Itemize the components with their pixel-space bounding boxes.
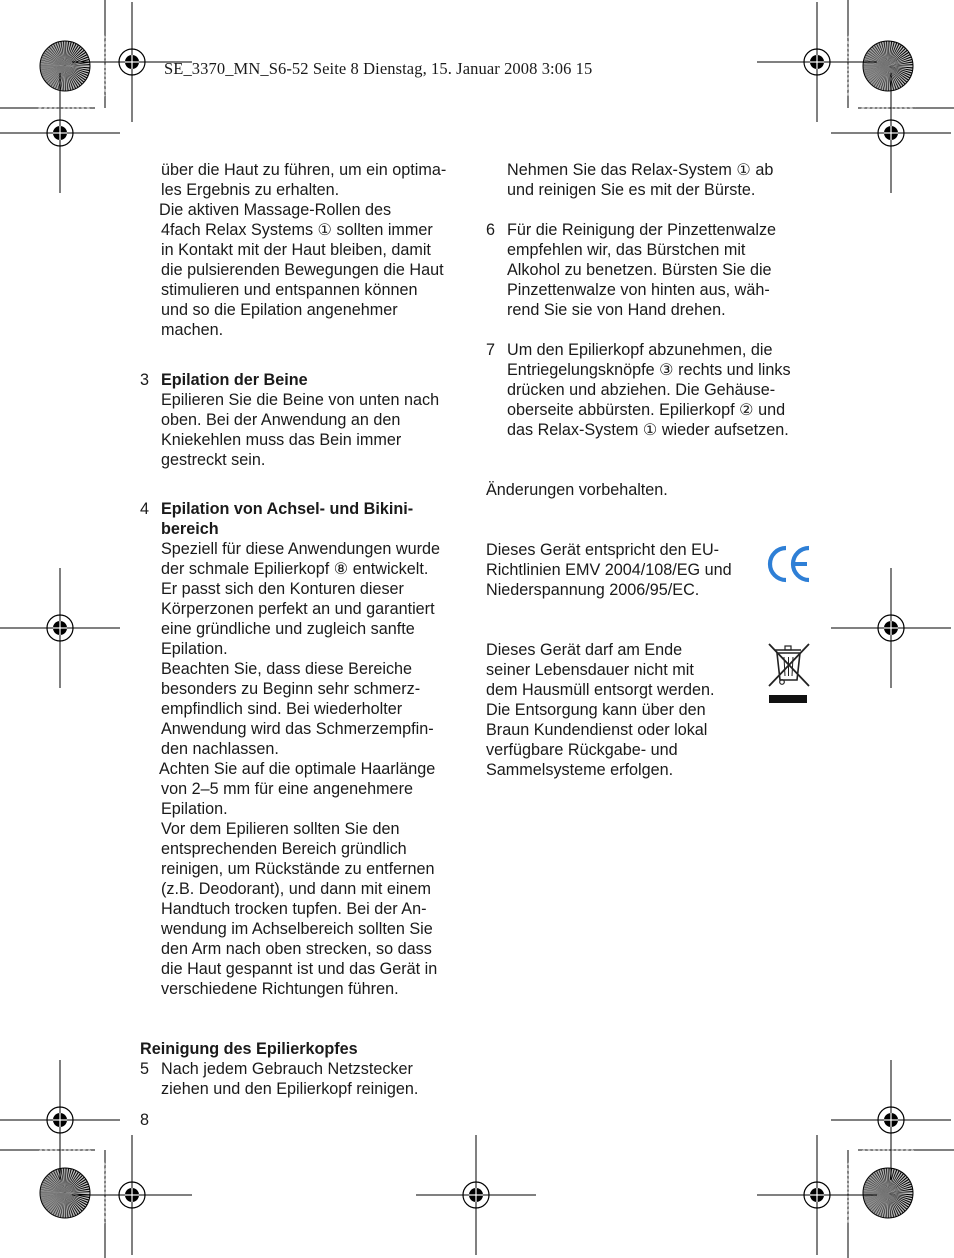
section-step-5 — [140, 1059, 475, 1099]
text-line: das Relax-System ① wieder aufsetzen. — [507, 421, 789, 439]
massage-paragraph — [140, 200, 475, 220]
text-line: von 2–5 mm für eine angenehmere — [161, 780, 413, 798]
page-header: SE_3370_MN_S6-52 Seite 8 Dienstag, 15. Januar 2008 3:06 15 — [164, 59, 593, 78]
text-line: seiner Lebensdauer nicht mit — [486, 661, 694, 679]
text-line: Nach jedem Gebrauch Netzstecker — [161, 1060, 413, 1078]
text-line: der schmale Epilierkopf ⑧ entwickelt. — [161, 560, 429, 578]
changes-reserved: Änderungen vorbehalten. — [486, 481, 668, 499]
text-line: Niederspannung 2006/95/EC. — [486, 581, 700, 599]
text-line: Vor dem Epilieren sollten Sie den — [161, 820, 400, 838]
step-number: 5 — [140, 1060, 150, 1078]
text-line: Entriegelungsknöpfe ③ rechts und links — [507, 361, 791, 379]
text-line: Er passt sich den Konturen dieser — [161, 580, 404, 598]
eu-conformity-paragraph — [486, 540, 748, 600]
text-line: über die Haut zu führen, um ein optima- — [161, 161, 447, 179]
text-line: drücken und abziehen. Die Gehäuse- — [507, 381, 776, 399]
step-number: 6 — [486, 221, 496, 239]
section-step-7 — [486, 340, 821, 440]
text-line: Braun Kundendienst oder lokal — [486, 721, 708, 739]
text-line: dem Hausmüll entsorgt werden. — [486, 681, 715, 699]
text-line: Die Entsorgung kann über den — [486, 701, 706, 719]
text-line: in Kontakt mit der Haut bleiben, damit — [161, 241, 431, 259]
section-title: bereich — [161, 520, 219, 538]
page-number: 8 — [140, 1111, 150, 1129]
text-line: empfehlen wir, das Bürstchen mit — [507, 241, 746, 259]
text-line: und so die Epilation angenehmer — [161, 301, 398, 319]
text-line: stimulieren und entspannen können — [161, 281, 418, 299]
left-column — [140, 160, 475, 1099]
step-number: 3 — [140, 371, 150, 389]
section-title: Epilation der Beine — [161, 371, 308, 389]
text-line: entsprechenden Bereich gründlich — [161, 840, 407, 858]
text-line: Beachten Sie, dass diese Bereiche — [161, 660, 413, 678]
text-line: Dieses Gerät darf am Ende — [486, 641, 683, 659]
relax-system-paragraph — [486, 160, 821, 200]
text-line: gestreckt sein. — [161, 451, 266, 469]
text-line: 4fach Relax Systems ① sollten immer — [161, 221, 433, 239]
text-line: oben. Bei der Anwendung an den — [161, 411, 401, 429]
text-line: les Ergebnis zu erhalten. — [161, 181, 340, 199]
text-line: Pinzettenwalze von hinten aus, wäh- — [507, 281, 770, 299]
disposal-paragraph — [486, 640, 748, 780]
text-line: Alkohol zu benetzen. Bürsten Sie die — [507, 261, 772, 279]
text-line: rend Sie sie von Hand drehen. — [507, 301, 726, 319]
text-line: Epilation. — [161, 640, 228, 658]
crossed-bin-icon — [767, 642, 811, 706]
text-line: Körperzonen perfekt an und garantiert — [161, 600, 435, 618]
text-line: die Haut gespannt ist und das Gerät in — [161, 960, 438, 978]
text-line: Für die Reinigung der Pinzettenwalze — [507, 221, 777, 239]
text-line: Die aktiven Massage-Rollen des — [159, 201, 392, 219]
intro-paragraph — [140, 160, 475, 200]
text-line: besonders zu Beginn sehr schmerz- — [161, 680, 421, 698]
text-line: den nachlassen. — [161, 740, 279, 758]
text-line: Anwendung wird das Schmerzempfin- — [161, 720, 434, 738]
text-line: und reinigen Sie es mit der Bürste. — [507, 181, 756, 199]
step-number: 4 — [140, 500, 150, 518]
massage-paragraph-body — [140, 220, 475, 340]
ce-mark-icon — [766, 542, 814, 586]
text-line: wendung im Achselbereich sollten Sie — [161, 920, 433, 938]
text-line: Dieses Gerät entspricht den EU- — [486, 541, 720, 559]
text-line: eine gründliche und zugleich sanfte — [161, 620, 415, 638]
text-line: Epilieren Sie die Beine von unten nach — [161, 391, 440, 409]
text-line: reinigen, um Rückstände zu entfernen — [161, 860, 435, 878]
text-line: die pulsierenden Bewegungen die Haut — [161, 261, 444, 279]
section-title: Epilation von Achsel- und Bikini- — [161, 500, 414, 518]
text-line: empfindlich sind. Bei wiederholter — [161, 700, 403, 718]
text-line: Nehmen Sie das Relax-System ① ab — [507, 161, 774, 179]
text-line: verschiedene Richtungen führen. — [161, 980, 399, 998]
text-line: machen. — [161, 321, 224, 339]
text-line: den Arm nach oben strecken, so dass — [161, 940, 432, 958]
text-line: Speziell für diese Anwendungen wurde — [161, 540, 440, 558]
text-line: Epilation. — [161, 800, 228, 818]
text-line: Um den Epilierkopf abzunehmen, die — [507, 341, 773, 359]
section-step-6 — [486, 220, 821, 320]
text-line: Handtuch trocken tupfen. Bei der An- — [161, 900, 427, 918]
text-line: Achten Sie auf die optimale Haarlänge — [159, 760, 436, 778]
text-line: Sammelsysteme erfolgen. — [486, 761, 674, 779]
text-line: Kniekehlen muss das Bein immer — [161, 431, 402, 449]
section-underarm-bikini — [140, 499, 475, 999]
text-line: oberseite abbürsten. Epilierkopf ② und — [507, 401, 786, 419]
section-legs — [140, 370, 475, 470]
text-line: verfügbare Rückgabe- und — [486, 741, 678, 759]
text-line: (z.B. Deodorant), und dann mit einem — [161, 880, 431, 898]
cleaning-heading: Reinigung des Epilierkopfes — [140, 1040, 358, 1058]
text-line: ziehen und den Epilierkopf reinigen. — [161, 1080, 419, 1098]
step-number: 7 — [486, 341, 496, 359]
text-line: Richtlinien EMV 2004/108/EG und — [486, 561, 732, 579]
